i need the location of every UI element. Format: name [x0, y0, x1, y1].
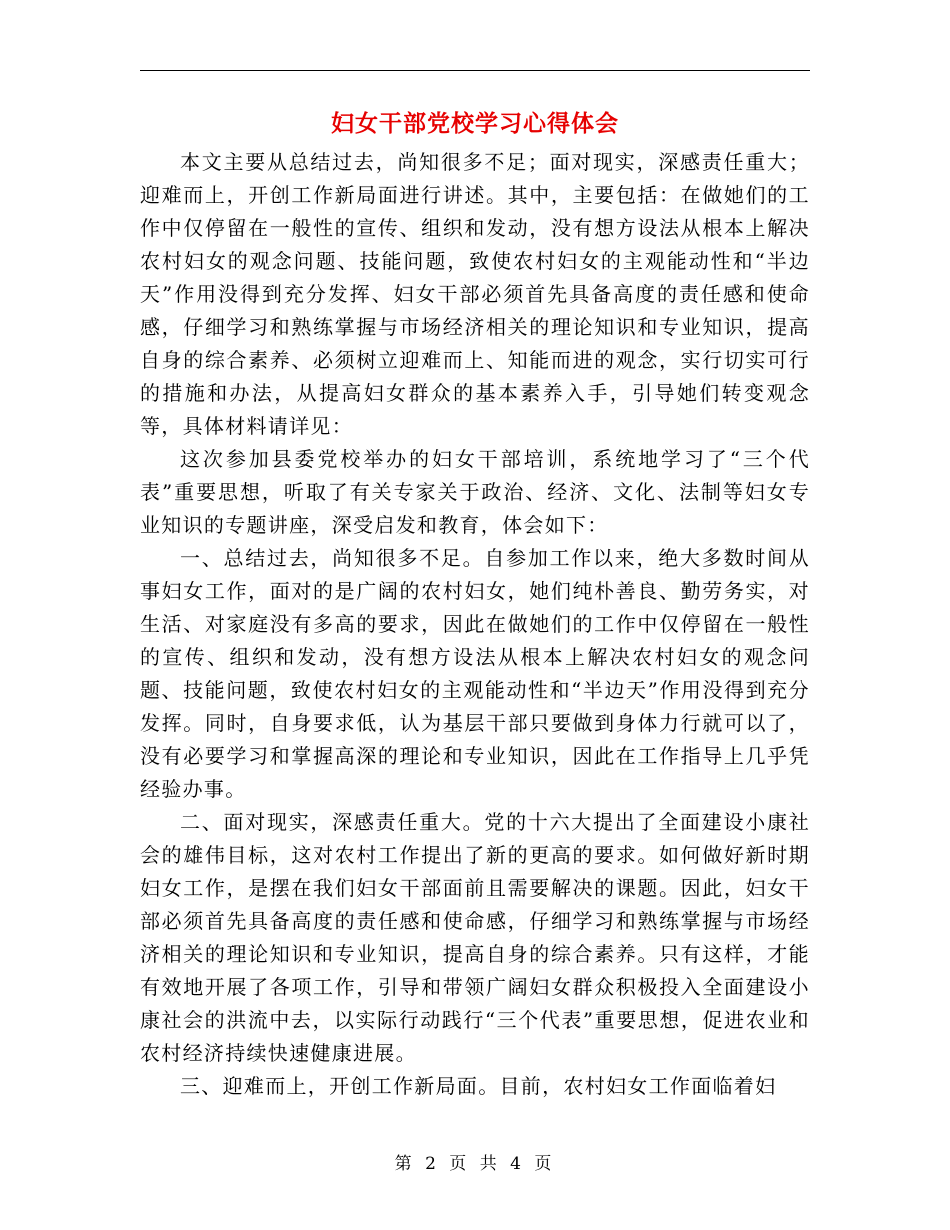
paragraph-section-3: 三、迎难而上，开创工作新局面。目前，农村妇女工作面临着妇 — [180, 1074, 777, 1098]
page-number-footer: 第 2 页 共 4 页 — [394, 1154, 556, 1174]
paragraph-section-1: 一、总结过去，尚知很多不足。自参加工作以来，绝大多数时间从事妇女工作，面对的是广阔的农村妇女，她们纯朴善良、勤劳务实，对生活、对家庭没有多高的要求，因此在做她们的工作中仅停留在一般性的宣传、组织和发动，没有想方设法从根本上解决农村妇女的观念问题、技能问题，致使农村妇女的主观能动性和“半边天”作用没得到充分发挥。同时，自身要求低，认为基层干部只要做到身体力行就可以了，没有必要学习和掌握高深的理论和专业知识，因此在工作指导上几乎凭经验办事。 — [140, 546, 810, 801]
paragraph-intro: 这次参加县委党校举办的妇女干部培训，系统地学习了“三个代表”重要思想，听取了有关专家关于政治、经济、文化、法制等妇女专业知识的专题讲座，深受启发和教育，体会如下： — [140, 447, 810, 537]
document-body — [140, 146, 810, 1103]
paragraph-summary: 本文主要从总结过去，尚知很多不足；面对现实，深感责任重大；迎难而上，开创工作新局面进行讲述。其中，主要包括：在做她们的工作中仅停留在一般性的宣传、组织和发动，没有想方设法从根本上解决农村妇女的观念问题、技能问题，致使农村妇女的主观能动性和“半边天”作用没得到充分发挥、妇女干部必须首先具备高度的责任感和使命感，仔细学习和熟练掌握与市场经济相关的理论知识和专业知识，提高自身的综合素养、必须树立迎难而上、知能而进的观念，实行切实可行的措施和办法，从提高妇女群众的基本素养入手，引导她们转变观念等，具体材料请详见： — [140, 150, 810, 438]
document-title: 妇女干部党校学习心得体会 — [331, 110, 619, 137]
paragraph-section-2: 二、面对现实，深感责任重大。党的十六大提出了全面建设小康社会的雄伟目标，这对农村工作提出了新的更高的要求。如何做好新时期妇女工作，是摆在我们妇女干部面前且需要解决的课题。因此，妇女干部必须首先具备高度的责任感和使命感，仔细学习和熟练掌握与市场经济相关的理论知识和专业知识，提高自身的综合素养。只有这样，才能有效地开展了各项工作，引导和带领广阔妇女群众积极投入全面建设小康社会的洪流中去，以实际行动践行“三个代表”重要思想，促进农业和农村经济持续快速健康进展。 — [140, 810, 810, 1065]
header-rule — [140, 70, 810, 71]
